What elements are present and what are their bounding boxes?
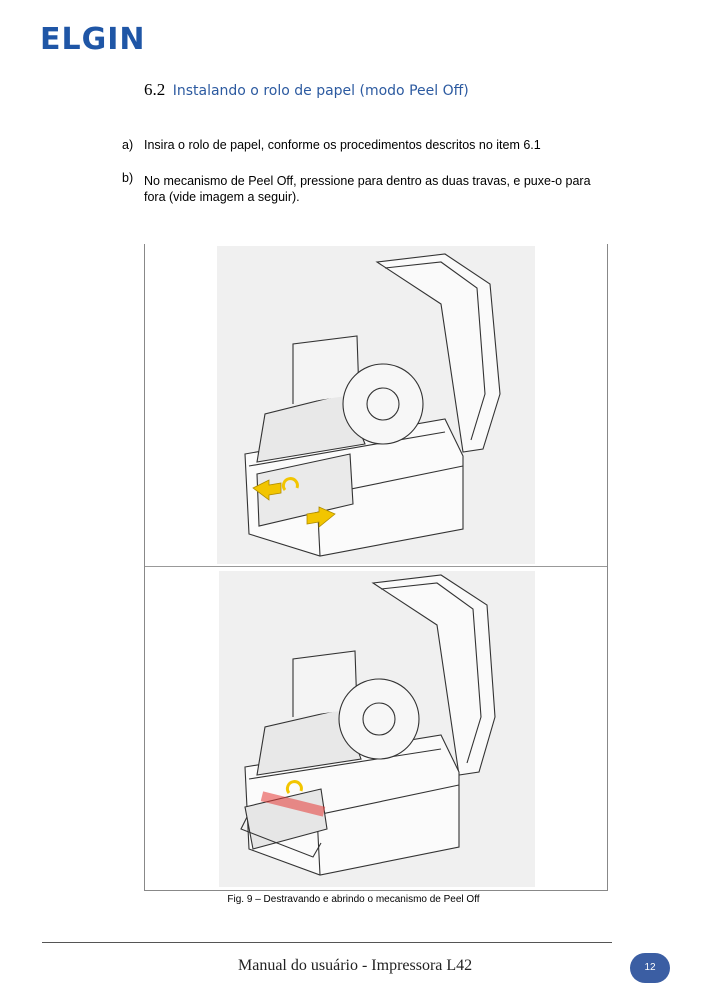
list-item-marker: b) xyxy=(122,171,134,185)
footer-text: Manual do usuário - Impressora L42 xyxy=(238,957,473,974)
list-item xyxy=(122,170,614,205)
list-item-text: No mecanismo de Peel Off, pressione para dentro as duas travas, e puxe-o para fora (vide imagem a seguir). xyxy=(144,174,591,204)
page-number-badge: 12 xyxy=(630,953,670,983)
section-title: Instalando o rolo de papel (modo Peel Off) xyxy=(172,83,469,99)
section-heading xyxy=(144,80,469,100)
list-item-text: Insira o rolo de papel, conforme os procedimentos descritos no item 6.1 xyxy=(144,138,541,152)
printer-illustration xyxy=(145,567,607,890)
printer-illustration xyxy=(145,244,607,566)
figure-panel-open xyxy=(145,567,607,890)
list-item xyxy=(122,137,614,153)
footer-divider xyxy=(42,942,612,943)
figure-caption: Fig. 9 – Destravando e abrindo o mecanismo de Peel Off xyxy=(227,894,480,905)
elgin-logo: ELGIN xyxy=(40,22,146,57)
figure-panel-unlock xyxy=(145,244,607,567)
list-item-marker: a) xyxy=(122,138,134,152)
section-number: 6.2 xyxy=(144,80,166,99)
figure-frame xyxy=(144,244,608,891)
